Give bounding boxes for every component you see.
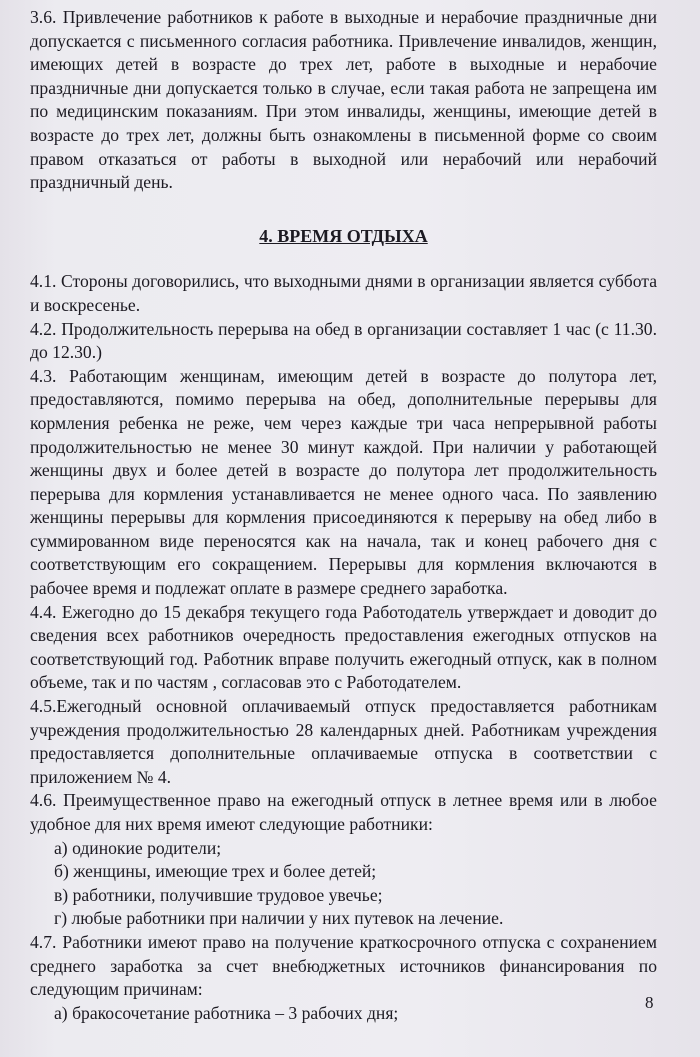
section-heading: 4. ВРЕМЯ ОТДЫХА <box>259 225 428 246</box>
paragraph-4-5: 4.5.Ежегодный основной оплачиваемый отпуск предоставляется работникам учреждения продолжительностью 28 календарных дней. Работникам учреждения предоставляется дополнительные оплачиваемые отпуска в соответствии с приложением № 4. <box>30 696 657 787</box>
paragraph-4-6: 4.6. Преимущественное право на ежегодный отпуск в летнее время или в любое удобное для них время имеют следующие работники: <box>30 790 657 834</box>
paragraph-4-4: 4.4. Ежегодно до 15 декабря текущего года Работодатель утверждает и доводит до сведения всех работников очередность предоставления ежегодных отпусков на соответствующий год. Работник вправе получить ежегодный отпуск, как в полном объеме, так и по частям , согласовав это с Работодателем. <box>30 601 657 693</box>
list-item: г) любые работники при наличии у них путевок на лечение. <box>54 908 504 929</box>
page-number: 8 <box>645 993 654 1012</box>
paragraph-4-7: 4.7. Работники имеют право на получение краткосрочного отпуска с сохранением среднего заработка за счет внебюджетных источников финансирования по следующим причинам: <box>30 931 657 1000</box>
paragraph-4-1: 4.1. Стороны договорились, что выходными днями в организации является суббота и воскресенье. <box>30 271 657 315</box>
paragraph-4-2: 4.2. Продолжительность перерыва на обед в организации составляет 1 час (с 11.30. до 12.30.) <box>30 318 657 363</box>
paragraph-3-6: 3.6. Привлечение работников к работе в выходные и нерабочие праздничные дни допускается с письменного согласия работника. Привлечение инвалидов, женщин, имеющих детей в возрасте до трех лет, работе в выходные и нерабочие праздничные дни допускается только в случае, если такая работа не запрещена им по медицинским показаниям. При этом инвалиды, женщины, имеющие детей в возрасте до трех лет, должны быть ознакомлены в письменной форме со своим правом отказаться от работы в выходной или нерабочий или нерабочий праздничный день. <box>30 7 657 193</box>
list-item: а) бракосочетание работника – 3 рабочих дня; <box>54 1002 399 1023</box>
list-item: б) женщины, имеющие трех и более детей; <box>54 861 377 882</box>
list-4-7 <box>30 1002 657 1026</box>
list-item: а) одинокие родители; <box>54 837 222 858</box>
list-item: в) работники, получившие трудовое увечье; <box>54 884 383 905</box>
list-4-6 <box>30 837 657 931</box>
document-body <box>30 6 657 1025</box>
paragraph-4-3: 4.3. Работающим женщинам, имеющим детей в возрасте до полутора лет, предоставляются, помимо перерыва на обед, дополнительные перерывы для кормления ребенка не реже, чем через каждые три часа непрерывной работы продолжительностью не менее 30 минут каждой. При наличии у работающей женщины двух и более детей в возрасте до полутора лет продолжительность перерыва для кормления устанавливается не менее одного часа. По заявлению женщины перерывы для кормления присоединяются к перерыву на обед либо в суммированном виде переносятся как на начала, так и конец рабочего дня с соответствующим его сокращением. Перерывы для кормления включаются в рабочее время и подлежат оплате в размере среднего заработка. <box>30 365 657 599</box>
